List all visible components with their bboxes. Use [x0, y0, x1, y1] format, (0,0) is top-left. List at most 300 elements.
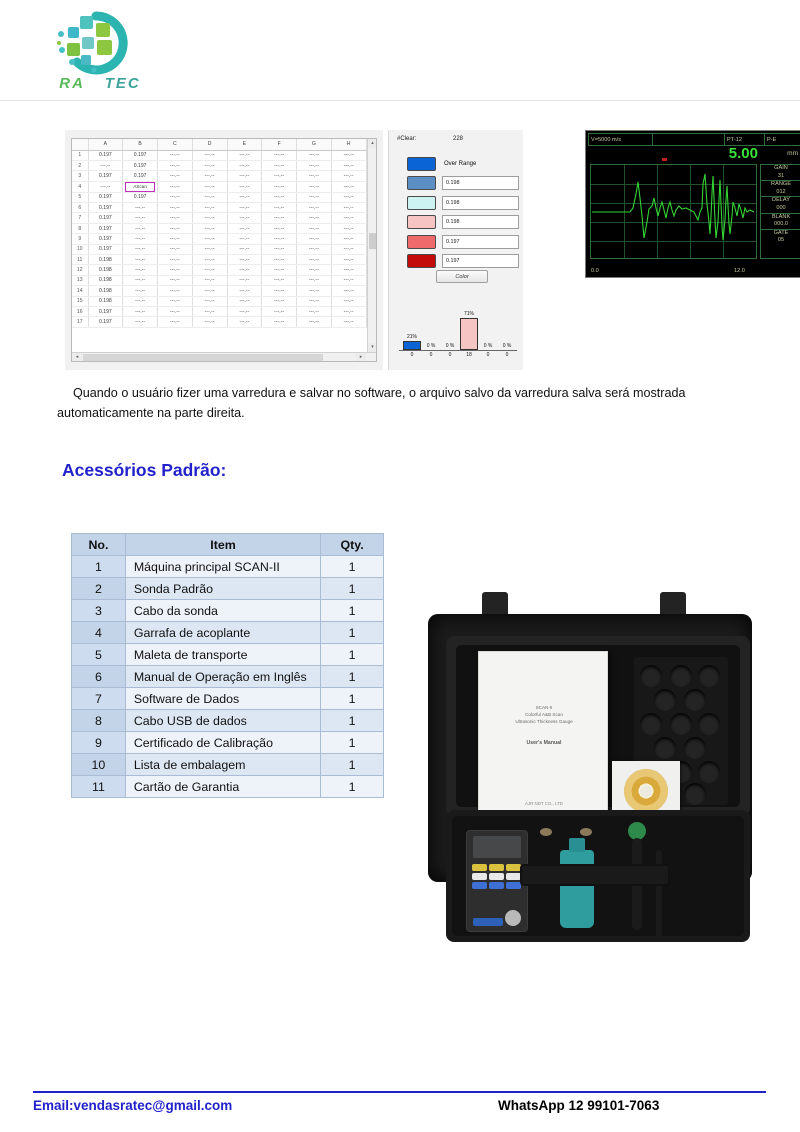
color-swatch[interactable] [407, 196, 436, 210]
section-heading-accessories: Acessórios Padrão: [62, 460, 227, 480]
spreadsheet-cell[interactable]: ---.-- [331, 244, 366, 254]
row-header[interactable]: 14 [72, 286, 88, 296]
spreadsheet-cell[interactable]: ---.-- [227, 275, 262, 285]
color-swatch[interactable] [407, 254, 436, 268]
accessory-no: 11 [72, 776, 126, 798]
row-header[interactable]: 12 [72, 265, 88, 275]
spreadsheet-cell[interactable]: ---.-- [192, 171, 227, 181]
spreadsheet-cell[interactable]: ---.-- [227, 234, 262, 244]
body-paragraph [57, 383, 747, 423]
spreadsheet-cell[interactable]: ---.-- [297, 275, 332, 285]
spreadsheet-cell[interactable]: ---.-- [227, 223, 262, 233]
spreadsheet-row[interactable] [72, 213, 376, 223]
table-row [72, 754, 384, 776]
spreadsheet-cell[interactable]: 0.197 [88, 192, 123, 202]
case-lid-interior [456, 645, 740, 807]
spreadsheet-cell[interactable]: ---.-- [297, 244, 332, 254]
accessory-qty: 1 [321, 666, 384, 688]
spreadsheet-cell[interactable]: ---.-- [123, 203, 158, 213]
spreadsheet-cell[interactable]: ---.-- [297, 265, 332, 275]
spreadsheet-cell[interactable]: ---.-- [158, 286, 193, 296]
spreadsheet-cell[interactable]: ---.-- [227, 244, 262, 254]
calibration-block-2 [580, 828, 592, 836]
spreadsheet-cell[interactable]: ---.-- [192, 181, 227, 192]
spreadsheet-cell[interactable]: ---.-- [192, 192, 227, 202]
histogram-bar-label: 0 % [426, 343, 436, 349]
ascan-param-key: DELAY [761, 196, 800, 205]
col-header-e[interactable]: E [227, 139, 262, 150]
accessory-item: Certificado de Calibração [125, 732, 320, 754]
header-divider [0, 100, 800, 101]
spreadsheet-cell[interactable]: ---.-- [227, 192, 262, 202]
footer-divider [33, 1091, 766, 1093]
spreadsheet-cell[interactable]: 0.197 [88, 223, 123, 233]
spreadsheet-cell[interactable]: ---.-- [262, 306, 297, 316]
spreadsheet-cell[interactable]: ---.-- [192, 306, 227, 316]
spreadsheet-cell[interactable]: ---.-- [331, 317, 366, 327]
spreadsheet-cell[interactable]: ---.-- [158, 213, 193, 223]
ascan-param-key: GATE [761, 229, 800, 238]
spreadsheet-cell[interactable]: ---.-- [297, 192, 332, 202]
row-header[interactable]: 9 [72, 234, 88, 244]
ascan-x-min: 0.0 [591, 268, 599, 274]
spreadsheet-cell[interactable]: ---.-- [158, 255, 193, 265]
distribution-histogram [395, 298, 519, 362]
spreadsheet-cell[interactable]: ---.-- [227, 203, 262, 213]
selected-cell-value: AScan [125, 182, 155, 192]
spreadsheet-cell[interactable]: ---.-- [297, 255, 332, 265]
spreadsheet-cell[interactable]: ---.-- [227, 213, 262, 223]
ascan-param-value: 012 [776, 188, 786, 195]
spreadsheet-table[interactable] [72, 139, 376, 328]
users-manual-booklet [478, 651, 608, 831]
spreadsheet-cell[interactable]: ---.-- [262, 192, 297, 202]
color-legend-row[interactable] [407, 155, 519, 172]
spreadsheet-cell[interactable]: ---.-- [227, 317, 262, 327]
ascan-parameter-list [760, 164, 800, 259]
clear-counter [397, 136, 464, 142]
clear-label: #Clear: [397, 136, 417, 142]
threshold-value-input[interactable]: 0.197 [442, 235, 519, 249]
accessory-qty: 1 [321, 644, 384, 666]
spreadsheet-cell[interactable]: ---.-- [123, 286, 158, 296]
spreadsheet-cell[interactable]: ---.-- [158, 296, 193, 306]
spreadsheet-cell[interactable]: ---.-- [123, 265, 158, 275]
spreadsheet-cell[interactable]: ---.-- [297, 203, 332, 213]
col-header-f[interactable]: F [262, 139, 297, 150]
histogram-bar-label: 21% [406, 334, 417, 340]
accessory-no: 2 [72, 578, 126, 600]
manual-title: SCAN-II [535, 705, 553, 710]
table-row [72, 732, 384, 754]
spreadsheet-cell[interactable]: 0.197 [123, 192, 158, 202]
color-swatch[interactable] [407, 176, 436, 190]
spreadsheet-cell[interactable]: ---.-- [227, 286, 262, 296]
case-handle [520, 864, 670, 886]
ascan-param-value: 000 [776, 204, 786, 211]
spreadsheet-cell[interactable]: ---.-- [331, 255, 366, 265]
histogram-tick-label: 0 [429, 352, 433, 358]
col-header-g[interactable]: G [297, 139, 332, 150]
row-header[interactable]: 11 [72, 255, 88, 265]
over-range-label: Over Range [444, 160, 477, 167]
spreadsheet-cell[interactable]: ---.-- [158, 192, 193, 202]
spreadsheet-cell[interactable]: ---.-- [192, 150, 227, 160]
scroll-left-icon[interactable]: ◂ [72, 353, 82, 362]
ascan-unit: mm [787, 150, 798, 157]
spreadsheet-cell[interactable]: ---.-- [158, 171, 193, 181]
spreadsheet-cell[interactable]: 0.197 [123, 150, 158, 160]
spreadsheet-cell[interactable]: ---.-- [262, 203, 297, 213]
spreadsheet-cell[interactable]: ---.-- [123, 317, 158, 327]
spreadsheet-cell[interactable]: ---.-- [331, 181, 366, 192]
color-legend-row[interactable] [407, 214, 519, 231]
accessory-no: 5 [72, 644, 126, 666]
spreadsheet-cell-selected[interactable] [123, 181, 158, 192]
col-header-d[interactable]: D [192, 139, 227, 150]
scroll-up-icon[interactable]: ▴ [368, 139, 377, 148]
spreadsheet-cell[interactable]: 0.198 [88, 296, 123, 306]
accessory-no: 4 [72, 622, 126, 644]
spreadsheet-row[interactable] [72, 306, 376, 316]
color-legend-row[interactable] [407, 253, 519, 270]
spreadsheet-row[interactable] [72, 244, 376, 254]
spreadsheet-cell[interactable]: ---.-- [262, 181, 297, 192]
accessory-item: Sonda Padrão [125, 578, 320, 600]
spreadsheet-cell[interactable]: 0.197 [88, 171, 123, 181]
spreadsheet-cell[interactable]: ---.-- [158, 181, 193, 192]
spreadsheet-cell[interactable]: ---.-- [192, 255, 227, 265]
accessory-no: 9 [72, 732, 126, 754]
spreadsheet-cell[interactable]: ---.-- [297, 181, 332, 192]
row-header[interactable]: 15 [72, 296, 88, 306]
accessory-item: Cartão de Garantia [125, 776, 320, 798]
accessory-qty: 1 [321, 600, 384, 622]
spreadsheet-cell[interactable]: 0.197 [88, 203, 123, 213]
spreadsheet-cell[interactable]: ---.-- [123, 255, 158, 265]
spreadsheet-cell[interactable]: ---.-- [262, 213, 297, 223]
table-row [72, 710, 384, 732]
manual-subtitle-1: Colorful A&B Scan [525, 712, 563, 717]
spreadsheet-cell[interactable]: ---.-- [297, 286, 332, 296]
spreadsheet-cell[interactable]: ---.-- [297, 306, 332, 316]
spreadsheet-row[interactable] [72, 171, 376, 181]
spreadsheet-cell[interactable]: ---.-- [331, 286, 366, 296]
header-item: Item [125, 534, 320, 556]
paragraph-text: Quando o usuário fizer uma varredura e salvar no software, o arquivo salvo da varredura salva será mostrada automaticamente na parte direita. [57, 386, 686, 420]
spreadsheet-cell[interactable]: 0.198 [88, 265, 123, 275]
col-header-a[interactable]: A [88, 139, 123, 150]
spreadsheet-cell[interactable]: 0.197 [88, 317, 123, 327]
spreadsheet-cell[interactable]: ---.-- [227, 306, 262, 316]
spreadsheet-cell[interactable]: ---.-- [331, 171, 366, 181]
spreadsheet-cell[interactable]: ---.-- [123, 296, 158, 306]
ratec-logo [52, 10, 148, 94]
ascan-mode: P-E [767, 137, 777, 143]
spreadsheet-cell[interactable]: 0.197 [88, 306, 123, 316]
spreadsheet-cell[interactable]: ---.-- [227, 296, 262, 306]
spreadsheet-cell[interactable]: ---.-- [331, 203, 366, 213]
vertical-scroll-thumb[interactable] [369, 233, 376, 249]
spreadsheet-cell[interactable]: ---.-- [331, 296, 366, 306]
color-button[interactable]: Color [436, 270, 488, 283]
accessory-no: 8 [72, 710, 126, 732]
spreadsheet-cell[interactable]: ---.-- [227, 255, 262, 265]
spreadsheet-row[interactable] [72, 192, 376, 202]
spreadsheet-cell[interactable]: ---.-- [331, 223, 366, 233]
spreadsheet-cell[interactable]: ---.-- [227, 150, 262, 160]
spreadsheet-row[interactable] [72, 160, 376, 170]
accessory-no: 6 [72, 666, 126, 688]
spreadsheet-cell[interactable]: ---.-- [192, 244, 227, 254]
spreadsheet-cell[interactable]: ---.-- [123, 306, 158, 316]
row-header[interactable]: 3 [72, 171, 88, 181]
accessories-table-wrapper [71, 533, 384, 798]
spreadsheet-cell[interactable]: ---.-- [331, 213, 366, 223]
color-swatch[interactable] [407, 157, 436, 171]
row-header[interactable]: 5 [72, 192, 88, 202]
row-header[interactable]: 4 [72, 181, 88, 192]
spreadsheet-row[interactable] [72, 234, 376, 244]
spreadsheet-cell[interactable]: ---.-- [297, 213, 332, 223]
spreadsheet-cell[interactable]: ---.-- [192, 275, 227, 285]
spreadsheet-cell[interactable]: 0.197 [88, 150, 123, 160]
spreadsheet-row[interactable] [72, 255, 376, 265]
histogram-tick-label: 0 [410, 352, 414, 358]
spreadsheet-cell[interactable]: ---.-- [158, 160, 193, 170]
spreadsheet-cell[interactable]: ---.-- [297, 171, 332, 181]
ascan-velocity: V=5000 m/s [589, 134, 653, 145]
spreadsheet-cell[interactable]: ---.-- [227, 181, 262, 192]
threshold-value-input[interactable]: 0.198 [442, 215, 519, 229]
spreadsheet-cell[interactable]: ---.-- [331, 275, 366, 285]
histogram-bar-label: 0 % [502, 343, 512, 349]
spreadsheet-cell[interactable]: ---.-- [227, 265, 262, 275]
spreadsheet-cell[interactable]: ---.-- [262, 223, 297, 233]
spreadsheet-cell[interactable]: ---.-- [331, 150, 366, 160]
accessory-item: Cabo da sonda [125, 600, 320, 622]
scan-ii-gauge [466, 830, 528, 932]
spreadsheet-cell[interactable]: 0.197 [123, 160, 158, 170]
spreadsheet-cell[interactable]: 0.197 [88, 234, 123, 244]
color-swatch[interactable] [407, 235, 436, 249]
table-row [72, 578, 384, 600]
spreadsheet-horizontal-scrollbar[interactable] [72, 352, 376, 361]
accessory-qty: 1 [321, 754, 384, 776]
accessory-item: Lista de embalagem [125, 754, 320, 776]
sheet-corner [72, 139, 88, 150]
table-row [72, 600, 384, 622]
row-header[interactable]: 2 [72, 160, 88, 170]
color-legend-row[interactable] [407, 175, 519, 192]
row-header[interactable]: 17 [72, 317, 88, 327]
threshold-value-input[interactable]: 0.198 [442, 196, 519, 210]
spreadsheet-cell[interactable]: ---.-- [192, 317, 227, 327]
spreadsheet-cell[interactable]: ---.-- [262, 275, 297, 285]
table-row [72, 622, 384, 644]
spreadsheet-cell[interactable]: ---.-- [331, 306, 366, 316]
threshold-value-input[interactable]: 0.197 [442, 254, 519, 268]
spreadsheet-cell[interactable]: ---.-- [123, 275, 158, 285]
color-swatch-list[interactable] [407, 155, 519, 272]
accessory-qty: 1 [321, 776, 384, 798]
spreadsheet-cell[interactable]: ---.-- [227, 171, 262, 181]
spreadsheet-row[interactable] [72, 150, 376, 160]
horizontal-scroll-thumb[interactable] [83, 354, 323, 361]
logo-wordmark [52, 75, 148, 92]
scroll-down-icon[interactable]: ▾ [368, 343, 377, 352]
spreadsheet-cell[interactable]: ---.-- [192, 265, 227, 275]
spreadsheet-cell[interactable]: ---.-- [262, 265, 297, 275]
spreadsheet-cell[interactable]: 0.198 [88, 255, 123, 265]
spreadsheet-grid[interactable] [71, 138, 377, 362]
ratec-network-logo [52, 10, 148, 76]
spreadsheet-cell[interactable]: ---.-- [262, 234, 297, 244]
gauge-keypad [472, 864, 522, 891]
spreadsheet-cell[interactable]: ---.-- [158, 234, 193, 244]
ascan-param-key: BLANK [761, 213, 800, 222]
row-header[interactable]: 6 [72, 203, 88, 213]
spreadsheet-cell[interactable]: 0.197 [88, 213, 123, 223]
row-header[interactable]: 7 [72, 213, 88, 223]
spreadsheet-cell[interactable]: 0.198 [88, 286, 123, 296]
spreadsheet-cell[interactable]: ---.-- [158, 265, 193, 275]
spreadsheet-cell[interactable]: ---.-- [262, 317, 297, 327]
spreadsheet-row[interactable] [72, 286, 376, 296]
col-header-b[interactable]: B [123, 139, 158, 150]
ascan-param-key: GAIN [774, 165, 788, 171]
spreadsheet-cell[interactable]: 0.198 [88, 275, 123, 285]
spreadsheet-cell[interactable]: ---.-- [123, 213, 158, 223]
spreadsheet-cell[interactable]: ---.-- [192, 286, 227, 296]
spreadsheet-cell[interactable]: ---.-- [192, 213, 227, 223]
spreadsheet-cell[interactable]: ---.-- [158, 150, 193, 160]
spreadsheet-row[interactable] [72, 181, 376, 192]
spreadsheet-cell[interactable]: ---.-- [262, 160, 297, 170]
ascan-display [585, 130, 800, 278]
calibration-block-1 [540, 828, 552, 836]
ascan-x-max: 12.0 [734, 268, 745, 274]
accessory-no: 3 [72, 600, 126, 622]
scroll-right-icon[interactable]: ▸ [356, 353, 366, 362]
spreadsheet-cell[interactable]: ---.-- [227, 160, 262, 170]
spreadsheet-cell[interactable]: ---.-- [123, 234, 158, 244]
spreadsheet-cell[interactable]: ---.-- [158, 223, 193, 233]
header-qty: Qty. [321, 534, 384, 556]
spreadsheet-cell[interactable]: ---.-- [192, 223, 227, 233]
ascan-param-key: RANGE [761, 180, 800, 189]
row-header[interactable]: 8 [72, 223, 88, 233]
spreadsheet-row[interactable] [72, 203, 376, 213]
histogram-axis [399, 350, 517, 351]
spreadsheet-cell[interactable]: ---.-- [331, 160, 366, 170]
spreadsheet-cell[interactable]: ---.-- [262, 255, 297, 265]
spreadsheet-cell[interactable]: ---.-- [192, 234, 227, 244]
table-row [72, 644, 384, 666]
row-header[interactable]: 1 [72, 150, 88, 160]
spreadsheet-cell[interactable]: ---.-- [158, 203, 193, 213]
spreadsheet-row[interactable] [72, 296, 376, 306]
spreadsheet-cell[interactable]: ---.-- [262, 296, 297, 306]
spreadsheet-cell[interactable]: ---.-- [158, 317, 193, 327]
spreadsheet-cell[interactable]: ---.-- [158, 275, 193, 285]
histogram-bar [422, 343, 440, 350]
manual-type-label: User's Manual [526, 740, 562, 746]
spreadsheet-cell[interactable]: ---.-- [331, 265, 366, 275]
spreadsheet-cell[interactable]: ---.-- [123, 244, 158, 254]
spreadsheet-cell[interactable]: ---.-- [192, 160, 227, 170]
footer-whatsapp: WhatsApp 12 99101-7063 [498, 1098, 660, 1113]
spreadsheet-cell[interactable]: ---.-- [297, 296, 332, 306]
spreadsheet-cell[interactable]: ---.-- [158, 244, 193, 254]
spreadsheet-cell[interactable]: 0.197 [123, 171, 158, 181]
spreadsheet-cell[interactable]: ---.-- [123, 223, 158, 233]
spreadsheet-cell[interactable]: ---.-- [297, 317, 332, 327]
spreadsheet-row[interactable] [72, 223, 376, 233]
spreadsheet-row[interactable] [72, 275, 376, 285]
product-photo-case [420, 530, 760, 890]
spreadsheet-cell[interactable]: ---.-- [158, 306, 193, 316]
clear-count: 228 [453, 136, 464, 142]
spreadsheet-cell[interactable]: ---.-- [88, 181, 123, 192]
footer-email[interactable]: Email:vendasratec@gmail.com [33, 1098, 233, 1113]
color-legend-row[interactable] [407, 233, 519, 250]
spreadsheet-vertical-scrollbar[interactable] [367, 139, 376, 352]
col-header-c[interactable]: C [158, 139, 193, 150]
accessories-header-row [72, 534, 384, 556]
spreadsheet-row[interactable] [72, 265, 376, 275]
gauge-brand-strip [473, 918, 503, 926]
spreadsheet-cell[interactable]: ---.-- [262, 171, 297, 181]
spreadsheet-cell[interactable]: ---.-- [192, 296, 227, 306]
spreadsheet-cell[interactable]: ---.-- [331, 192, 366, 202]
row-header[interactable]: 13 [72, 275, 88, 285]
threshold-value-input[interactable]: 0.198 [442, 176, 519, 190]
accessory-item: Software de Dados [125, 688, 320, 710]
histogram-bar-rect [403, 341, 421, 350]
spreadsheet-panel [65, 130, 383, 370]
spreadsheet-cell[interactable]: ---.-- [297, 234, 332, 244]
spreadsheet-row[interactable] [72, 317, 376, 327]
spreadsheet-cell[interactable]: ---.-- [192, 203, 227, 213]
spreadsheet-cell[interactable]: ---.-- [88, 160, 123, 170]
col-header-h[interactable]: H [331, 139, 366, 150]
spreadsheet-cell[interactable]: ---.-- [262, 244, 297, 254]
spreadsheet-cell[interactable]: ---.-- [297, 223, 332, 233]
spreadsheet-cell[interactable]: 0.197 [88, 244, 123, 254]
accessory-item: Maleta de transporte [125, 644, 320, 666]
spreadsheet-cell[interactable]: ---.-- [262, 286, 297, 296]
row-header[interactable]: 10 [72, 244, 88, 254]
color-swatch[interactable] [407, 215, 436, 229]
row-header[interactable]: 16 [72, 306, 88, 316]
color-legend-row[interactable] [407, 194, 519, 211]
accessory-no: 10 [72, 754, 126, 776]
spreadsheet-body[interactable] [72, 150, 376, 327]
spreadsheet-cell[interactable]: ---.-- [297, 160, 332, 170]
histogram-tick-label: 0 [505, 352, 509, 358]
accessories-table-body [72, 556, 384, 798]
histogram-tick-label: 18 [466, 352, 472, 358]
spreadsheet-cell[interactable]: ---.-- [297, 150, 332, 160]
accessory-no: 1 [72, 556, 126, 578]
manual-subtitle-2: Ultrasonic Thickness Gauge [515, 719, 573, 724]
spreadsheet-cell[interactable]: ---.-- [262, 150, 297, 160]
ascan-param-value: 000.0 [774, 221, 788, 228]
accessory-qty: 1 [321, 578, 384, 600]
spreadsheet-cell[interactable]: ---.-- [331, 234, 366, 244]
manual-cover-text [479, 704, 609, 725]
